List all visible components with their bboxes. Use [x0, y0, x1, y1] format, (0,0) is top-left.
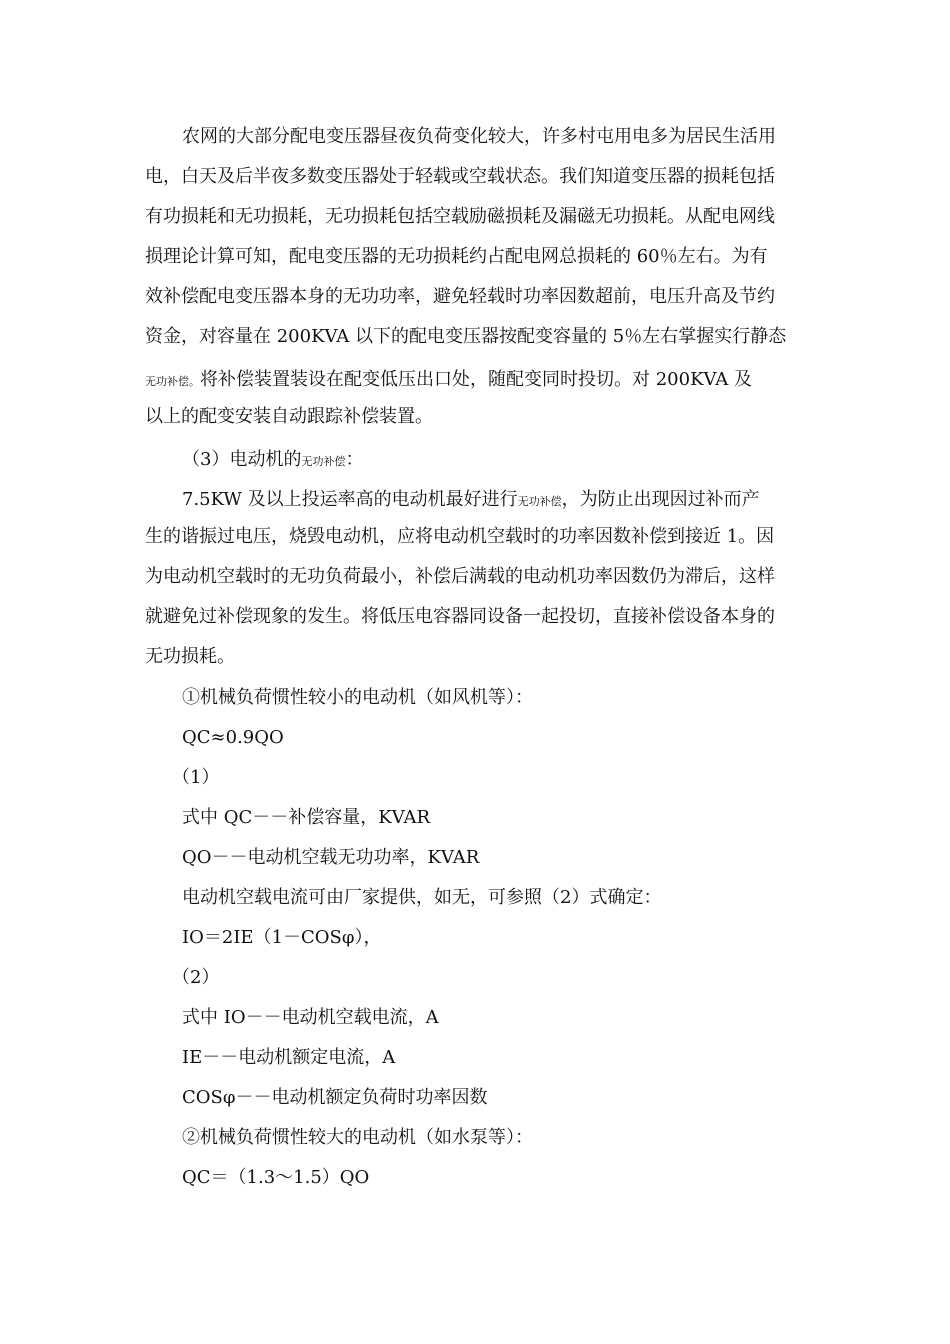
paragraph-line: 资金，对容量在 200KVA 以下的配电变压器按配变容量的 5％左右掌握实行静态: [145, 326, 787, 347]
paragraph-line: 就避免过补偿现象的发生。将低压电容器同设备一起投切，直接补偿设备本身的: [145, 606, 775, 627]
small-text: 无功补偿: [301, 455, 346, 468]
paragraph-line: 为电动机空载时的无功负荷最小，补偿后满载的电动机功率因数仍为滞后，这样: [145, 566, 775, 587]
formula-number: （2）: [172, 967, 220, 988]
text-run: ，为防止出现因过补而产: [561, 489, 760, 510]
formula-definition: 式中 QC－－补偿容量，KVAR: [182, 807, 431, 828]
formula-definition: COSφ－－电动机额定负荷时功率因数: [182, 1087, 488, 1108]
text-run: （3）电动机的: [182, 449, 302, 470]
small-text: 无功补偿。: [145, 375, 200, 388]
small-text: 无功补偿: [517, 495, 562, 508]
text-run: 将补偿装置装设在配变低压出口处，随配变同时投切。对 200KVA 及: [200, 369, 753, 390]
formula-note: 电动机空载电流可由厂家提供，如无，可参照（2）式确定：: [182, 887, 662, 908]
formula-number: （1）: [172, 767, 220, 788]
formula: QC＝（1.3～1.5）QO: [182, 1167, 370, 1188]
paragraph-line: 以上的配变安装自动跟踪补偿装置。: [145, 406, 433, 427]
case-heading: ①机械负荷惯性较小的电动机（如风机等）：: [182, 687, 533, 708]
text-run: ：: [345, 449, 364, 470]
formula: QC≈0.9QO: [182, 727, 284, 748]
case-heading: ②机械负荷惯性较大的电动机（如水泵等）：: [182, 1127, 533, 1148]
formula-definition: 式中 IO－－电动机空载电流，A: [182, 1007, 439, 1028]
paragraph-line: 农网的大部分配电变压器昼夜负荷变化较大，许多村屯用电多为居民生活用: [182, 126, 776, 147]
paragraph-line: [145, 368, 752, 392]
paragraph-line: 电，白天及后半夜多数变压器处于轻载或空载状态。我们知道变压器的损耗包括: [145, 166, 775, 187]
paragraph-line: 无功损耗。: [145, 646, 235, 667]
formula-definition: QO－－电动机空载无功功率，KVAR: [182, 847, 480, 868]
paragraph-line: 有功损耗和无功损耗，无功损耗包括空载励磁损耗及漏磁无功损耗。从配电网线: [145, 206, 775, 227]
paragraph-line: 损理论计算可知，配电变压器的无功损耗约占配电网总损耗的 60％左右。为有: [145, 246, 768, 267]
paragraph-line: 生的谐振过电压，烧毁电动机，应将电动机空载时的功率因数补偿到接近 1。因: [145, 526, 775, 547]
formula: IO＝2IE（1－COSφ），: [182, 927, 382, 948]
paragraph-line: [182, 488, 760, 512]
paragraph-line: 效补偿配电变压器本身的无功功率，避免轻载时功率因数超前，电压升高及节约: [145, 286, 775, 307]
text-run: 7.5KW 及以上投运率高的电动机最好进行: [182, 489, 518, 510]
section-heading: [182, 448, 363, 472]
formula-definition: IE－－电动机额定电流，A: [182, 1047, 396, 1068]
